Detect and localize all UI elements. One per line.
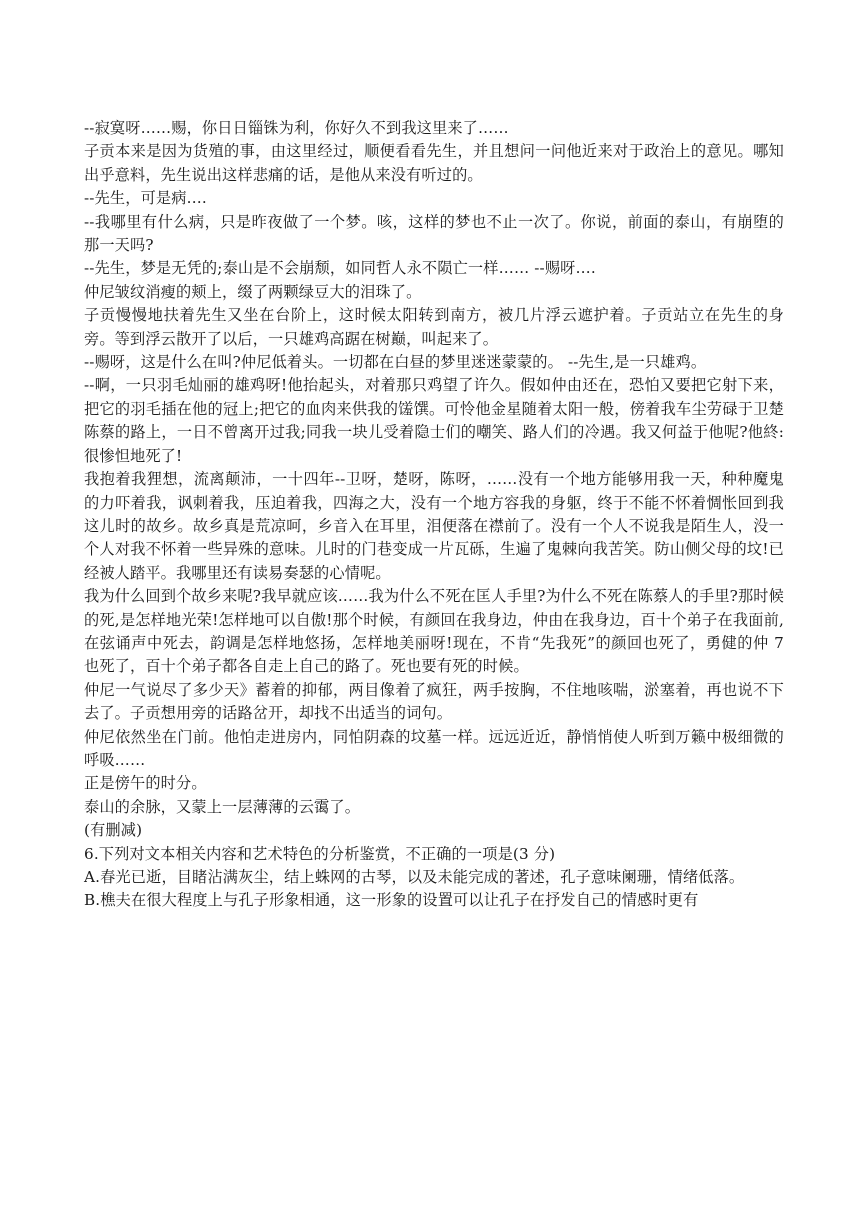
question-stem: 6.下列对文本相关内容和艺术特色的分析鉴赏，不正确的一项是(3 分): [84, 844, 556, 863]
source-note: (有删减): [84, 821, 143, 840]
paragraph: --赐呀，这是什么在叫?仲尼低着头。一切都在白昼的梦里迷迷蒙蒙的。 --先生,是一只雄鸡。: [84, 353, 707, 372]
option-b: B.樵夫在很大程度上与孔子形象相通，这一形象的设置可以让孔子在抒发自己的情感时更有: [84, 891, 699, 910]
paragraph: 仲尼皱纹消瘦的颊上，缀了两颗绿豆大的泪珠了。: [84, 282, 422, 301]
paragraph: 仲尼依然坐在门前。他怕走进房内，同怕阴森的坟墓一样。远远近近，静悄悄使人听到万籁中极细微的呼吸……: [84, 727, 784, 769]
paragraph: --我哪里有什么病，只是昨夜做了一个梦。咳，这样的梦也不止一次了。你说，前面的泰山，有崩堕的那一天吗?: [84, 212, 784, 255]
paragraph: --啊，一只羽毛灿丽的雄鸡呀!他抬起头，对着那只鸡望了许久。假如仲由还在，恐怕又要把它射下来，把它的羽毛插在他的冠上;把它的血肉来供我的馐馔。可怜他金星随着太阳一般，傍着我车尘劳碌于卫楚陈蔡的路上，一日不曾离开过我;同我一块儿受着隐士们的嘲笑、路人们的冷遇。我又何益于他呢?他終:很惨怛地死了!: [84, 376, 784, 465]
paragraph: 正是傍午的时分。: [84, 774, 207, 793]
paragraph: 子贡本来是因为货殖的事，由这里经过，顺便看看先生，并且想问一问他近来对于政治上的意见。哪知出乎意料，先生说出这样悲痛的话，是他从来没有听过的。: [84, 142, 784, 184]
paragraph: 仲尼一气说尽了多少天》蓄着的抑郁，两目像着了疯狂，两手按胸，不住地咳喘，淤塞着，再也说不下去了。子贡想用旁的话路岔开，却找不出适当的词句。: [84, 680, 784, 723]
paragraph: 子贡慢慢地扶着先生又坐在台阶上，这时候太阳转到南方，被几片浮云遮护着。子贡站立在先生的身旁。等到浮云散开了以后，一只雄鸡高踞在树巅，叫起来了。: [84, 306, 784, 348]
paragraph: --寂寞呀……赐，你日日锱铢为利，你好久不到我这里来了……: [84, 119, 509, 137]
document-body: [84, 117, 784, 913]
paragraph: --先生，梦是无凭的;泰山是不会崩颓，如同哲人永不陨亡一样…… --赐呀….: [84, 259, 596, 278]
paragraph: 我为什么回到个故乡来呢?我早就应该……我为什么不死在匡人手里?为什么不死在陈蔡人的手里?那时候的死,是怎样地光荣!怎样地可以自傲!那个时候，有颜回在我身边，仲由在我身边，百十个弟子在我面前,在弦诵声中死去，韵调是怎样地悠扬，怎样地美丽呀!现在，不肯“先我死”的颜回也死了，勇健的仲 7 也死了，百十个弟子都各自走上自己的路了。死也要有死的时候。: [84, 587, 784, 676]
option-a: A.春光已逝，目睹沾满灰尘，结上蛛网的古琴，以及未能完成的著述，孔子意味阑珊，情绪低落。: [84, 868, 745, 886]
paragraph: 我抱着我狸想，流离颠沛，一十四年--卫呀，楚呀，陈呀，……没有一个地方能够用我一天，种种魔鬼的力吓着我，讽刺着我，压迫着我，四海之大，没有一个地方容我的身躯，终于不能不怀着惆怅回到我这儿时的故乡。故乡真是荒凉呵，乡音入在耳里，泪便落在襟前了。没有一个人不说我是陌生人，没一个人对我不怀着一些异殊的意味。儿时的门巷变成一片瓦砾，生遍了鬼棘向我苦笑。防山侧父母的坟!已经被人踏平。我哪里还有读易奏瑟的心情呢。: [84, 470, 784, 582]
paragraph: --先生，可是病.…: [84, 189, 207, 208]
paragraph: 泰山的余脉，又蒙上一层薄薄的云霭了。: [84, 797, 361, 816]
